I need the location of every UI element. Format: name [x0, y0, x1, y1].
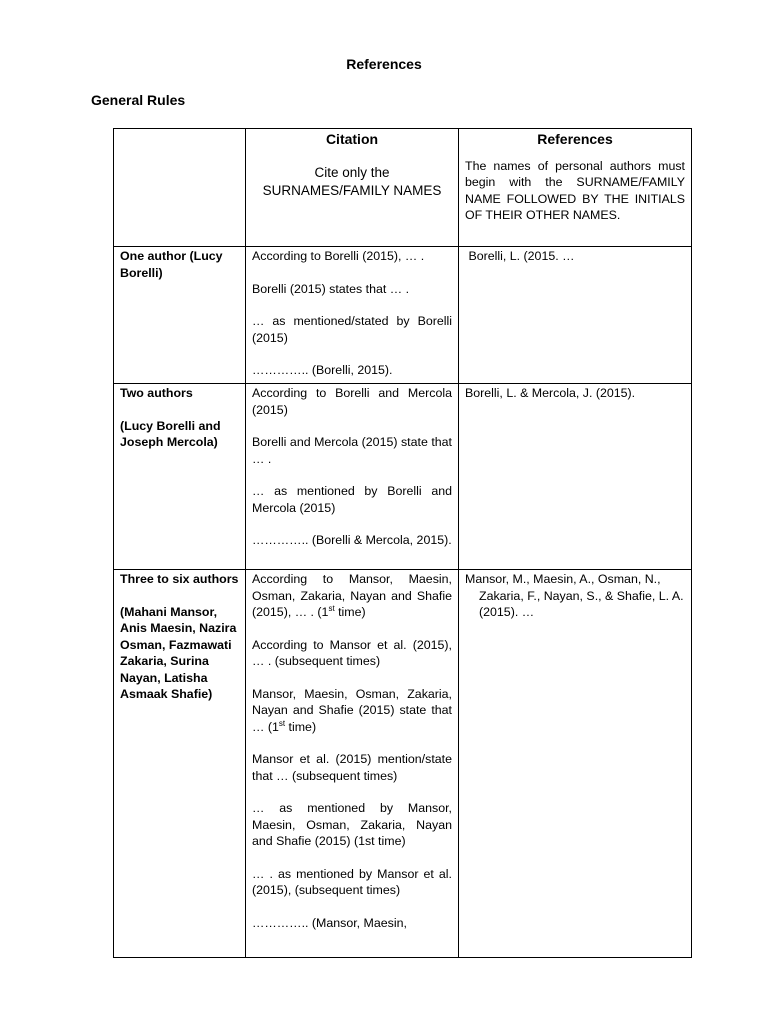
- reference-cell: [459, 247, 692, 384]
- citation-column-header: Citation: [325, 131, 379, 147]
- row-label-authors: (Lucy Borelli and Joseph Mercola): [120, 418, 221, 449]
- superscript: st: [328, 603, 335, 613]
- reference-example: Borelli, L. (2015. …: [465, 249, 575, 263]
- citation-example: Borelli (2015) states that … .: [252, 281, 410, 296]
- row-label: One author (Lucy Borelli): [120, 249, 223, 280]
- citation-example: ………….. (Borelli & Mercola, 2015).: [252, 533, 452, 547]
- citation-example: According to Mansor et al. (2015), … . (subsequent times): [252, 637, 452, 668]
- document-title: References: [346, 56, 422, 72]
- reference-cell: [459, 570, 692, 958]
- row-label-cell: [114, 384, 246, 570]
- header-empty-cell: [114, 129, 246, 247]
- citation-column-note: Cite only the SURNAMES/FAMILY NAMES: [262, 164, 442, 198]
- header-row: [114, 129, 692, 247]
- table-row: [114, 247, 692, 384]
- citation-example: [252, 571, 452, 621]
- citation-text: Mansor, Maesin, Osman, Zakaria, Nayan and Shafie (2015) state that … (1: [252, 686, 452, 734]
- section-title: General Rules: [91, 92, 186, 108]
- citation-text: time): [334, 605, 366, 619]
- citation-example: Borelli and Mercola (2015) state that … .: [252, 435, 452, 466]
- references-column-header: References: [537, 131, 613, 147]
- citation-text: time): [285, 719, 317, 734]
- row-label: Two authors: [120, 386, 193, 400]
- table-row: [114, 570, 692, 958]
- citation-example: ………….. (Borelli, 2015).: [252, 363, 393, 377]
- citation-example: … . as mentioned by Mansor et al. (2015), (subsequent times): [252, 866, 452, 897]
- citation-cell: [246, 570, 459, 958]
- citation-example: … as mentioned by Mansor, Maesin, Osman, Zakaria, Nayan and Shafie (2015) (1st time): [252, 801, 452, 848]
- reference-example: Mansor, M., Maesin, A., Osman, N., Zakaria, F., Nayan, S., & Shafie, L. A. (2015). …: [465, 572, 684, 619]
- table-row: [114, 384, 692, 570]
- citation-example: [252, 686, 452, 736]
- citation-cell: [246, 247, 459, 384]
- row-label-authors: (Mahani Mansor, Anis Maesin, Nazira Osman, Fazmawati Zakaria, Surina Nayan, Latisha Asmaak Shafie): [120, 604, 237, 701]
- citation-example: According to Borelli and Mercola (2015): [252, 386, 452, 417]
- header-citation-cell: [246, 129, 459, 247]
- references-column-note: The names of personal authors must begin with the SURNAME/FAMILY NAME FOLLOWED BY THE INITIALS OF THEIR OTHER NAMES.: [465, 158, 685, 222]
- citation-example: … as mentioned by Borelli and Mercola (2015): [252, 484, 452, 515]
- citation-example: According to Borelli (2015), … .: [252, 249, 425, 263]
- references-table: [113, 128, 692, 958]
- citation-example: Mansor et al. (2015) mention/state that … (subsequent times): [252, 752, 452, 783]
- reference-cell: [459, 384, 692, 570]
- row-label: Three to six authors: [120, 572, 239, 586]
- citation-cell: [246, 384, 459, 570]
- header-references-cell: [459, 129, 692, 247]
- citation-text: According to Mansor, Maesin, Osman, Zakaria, Nayan and Shafie (2015), … . (1: [252, 572, 452, 619]
- reference-example: Borelli, L. & Mercola, J. (2015).: [465, 386, 636, 400]
- citation-example: … as mentioned/stated by Borelli (2015): [252, 314, 452, 345]
- row-label-cell: [114, 247, 246, 384]
- superscript: st: [278, 718, 286, 728]
- row-label-cell: [114, 570, 246, 958]
- citation-example: ………….. (Mansor, Maesin,: [252, 915, 407, 930]
